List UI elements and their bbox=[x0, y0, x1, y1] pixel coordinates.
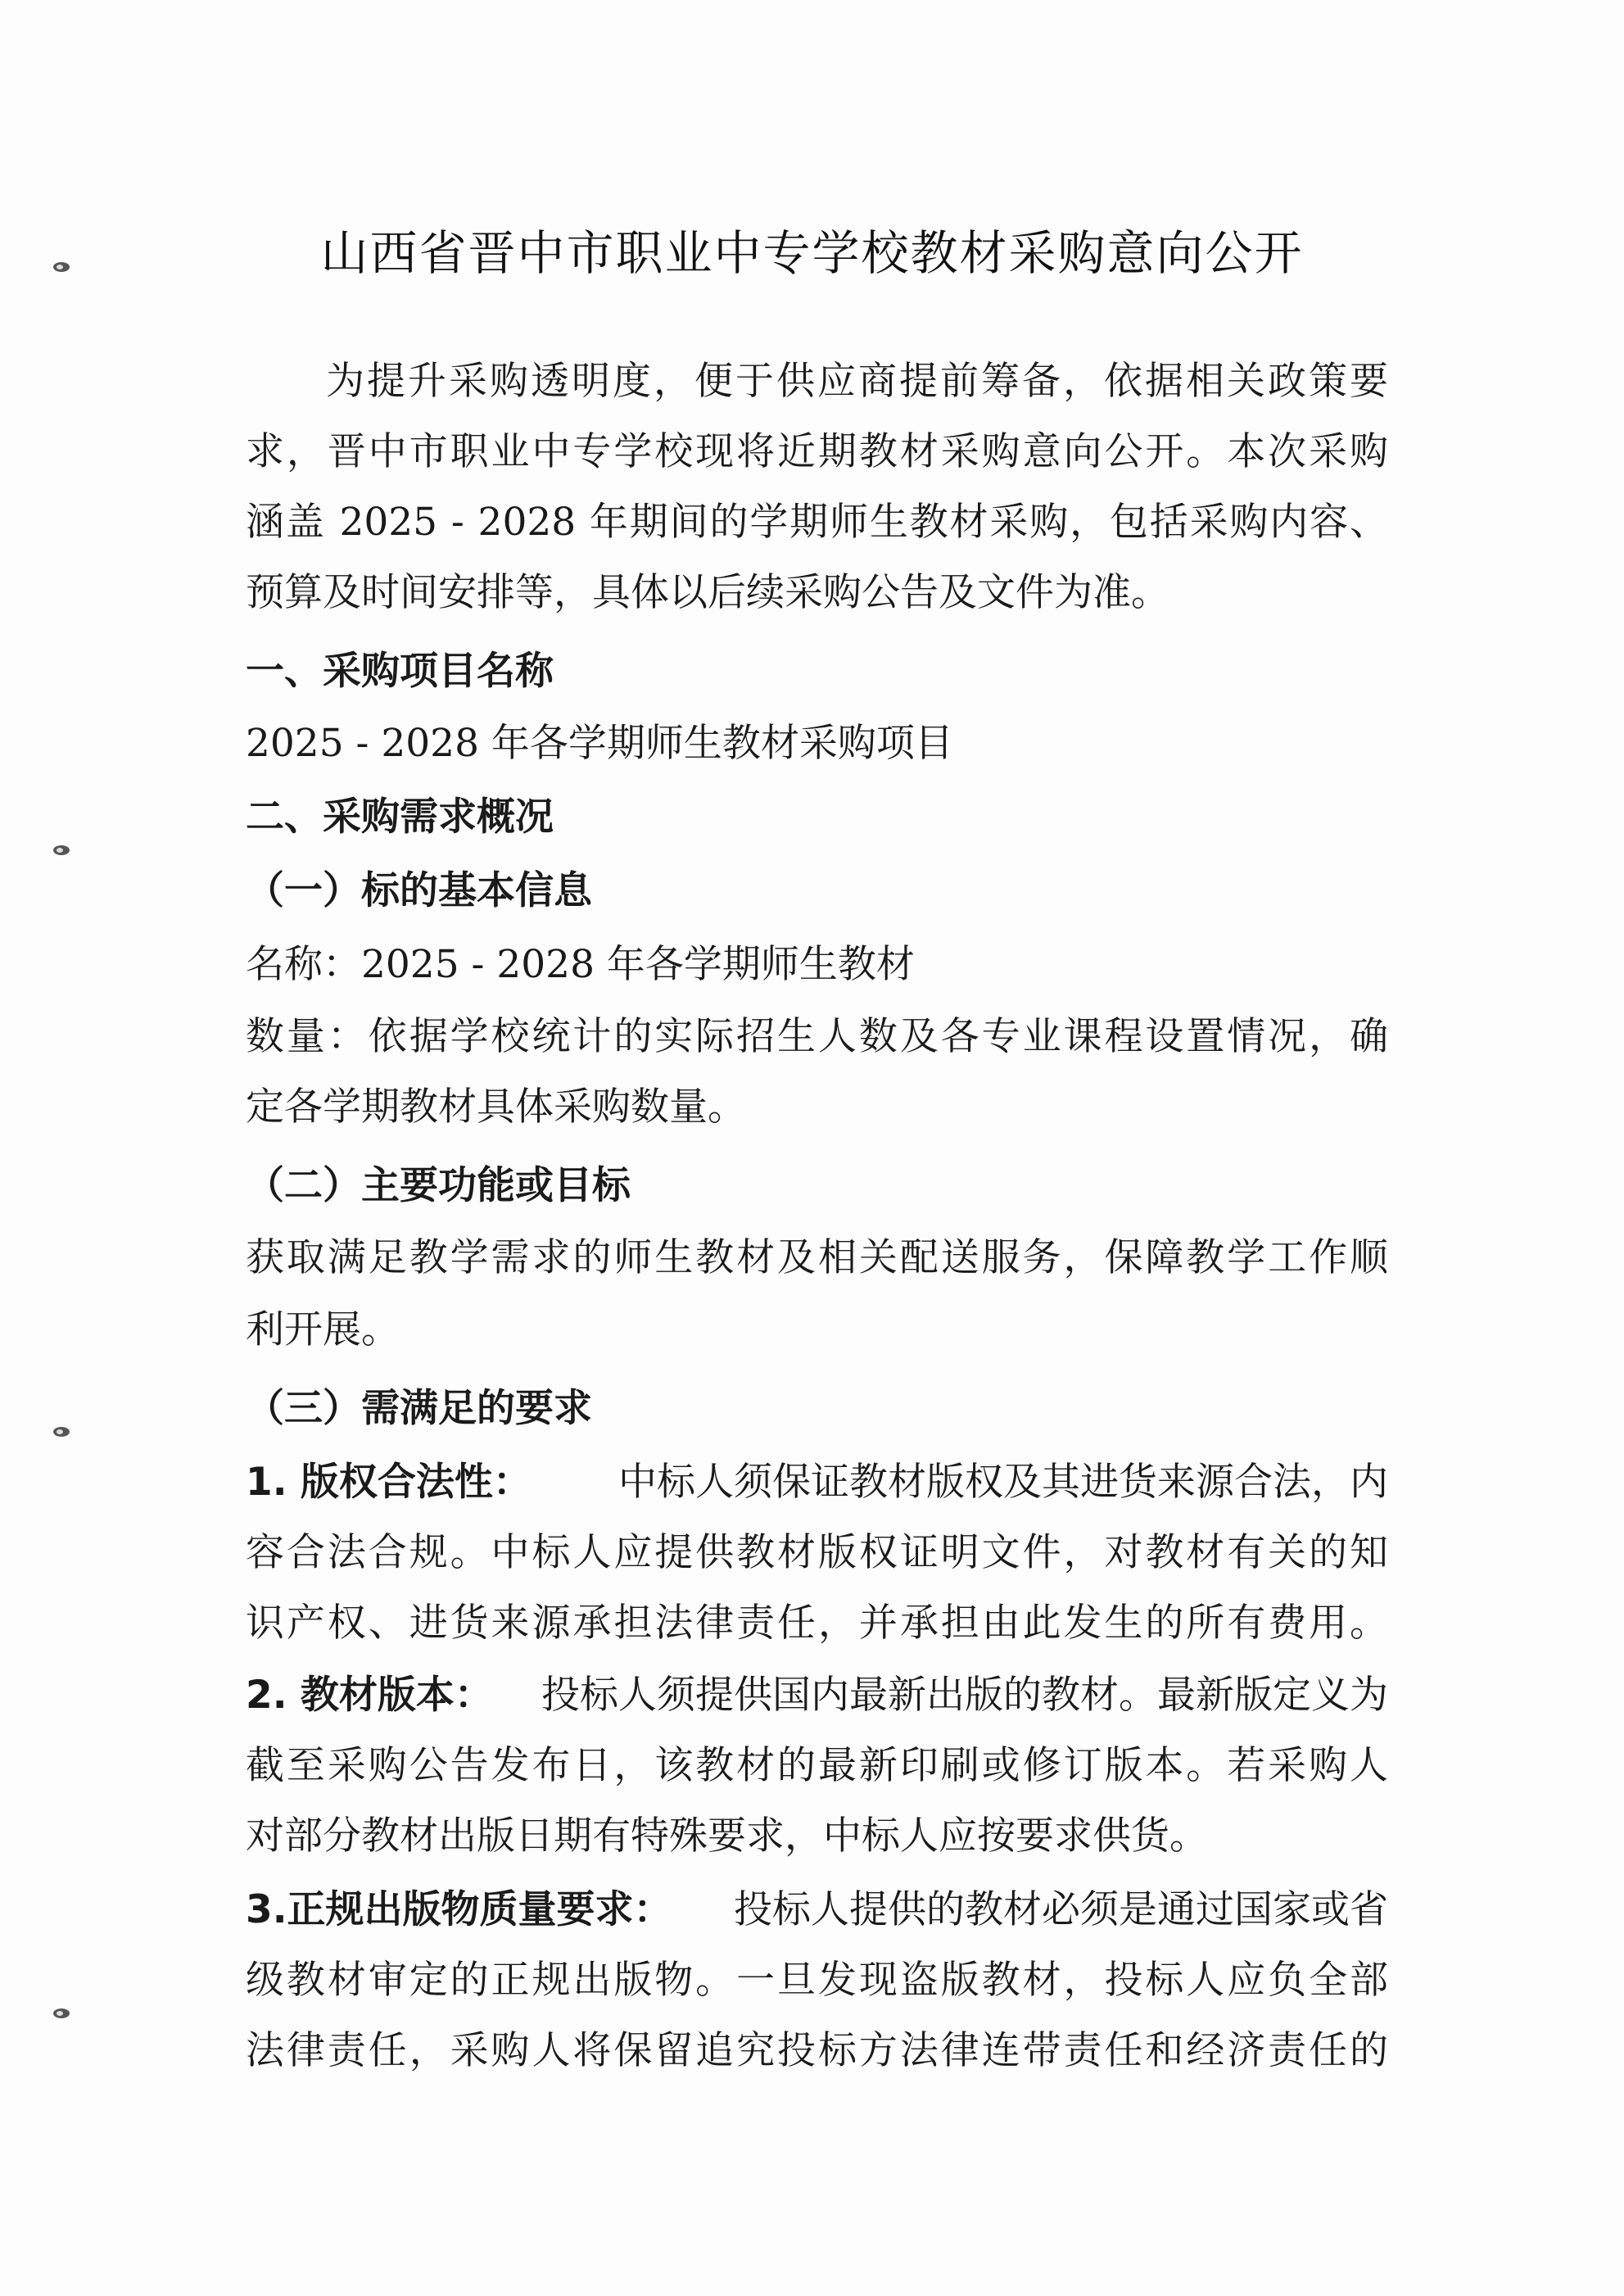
intro-line: 求，晋中市职业中专学校现将近期教材采购意向公开。本次采购 bbox=[246, 429, 1388, 474]
subsection-heading-requirements: （三）需满足的要求 bbox=[246, 1386, 592, 1431]
main-function-line: 利开展。 bbox=[246, 1307, 400, 1352]
basic-info-name-line: 名称：2025 - 2028 年各学期师生教材 bbox=[246, 942, 915, 987]
requirement-item-3-text: 投标人提供的教材必须是通过国家或省 bbox=[734, 1887, 1388, 1932]
binding-hole-mark bbox=[52, 260, 74, 274]
intro-line: 涵盖 2025 - 2028 年期间的学期师生教材采购，包括采购内容、 bbox=[246, 500, 1388, 545]
intro-line: 预算及时间安排等，具体以后续采购公告及文件为准。 bbox=[246, 570, 1169, 615]
intro-line: 为提升采购透明度，便于供应商提前筹备，依据相关政策要 bbox=[326, 359, 1388, 404]
requirement-item-1-line: 容合法合规。中标人应提供教材版权证明文件，对教材有关的知 bbox=[246, 1530, 1388, 1575]
requirement-item-1-text: 中标人须保证教材版权及其进货来源合法，内 bbox=[618, 1460, 1388, 1505]
binding-hole-mark bbox=[52, 844, 74, 857]
requirement-item-3-first-line bbox=[246, 1886, 1388, 1935]
requirement-item-3-label: 3.正规出版物质量要求： bbox=[246, 1887, 672, 1932]
section-heading-requirements-overview: 二、采购需求概况 bbox=[246, 795, 554, 840]
requirement-item-2-line: 截至采购公告发布日，该教材的最新印刷或修订版本。若采购人 bbox=[246, 1743, 1388, 1788]
binding-hole-mark bbox=[52, 1425, 74, 1438]
subsection-heading-main-function: （二）主要功能或目标 bbox=[246, 1163, 631, 1208]
subsection-heading-basic-info: （一）标的基本信息 bbox=[246, 868, 592, 913]
requirement-item-3-line: 级教材审定的正规出版物。一旦发现盗版教材，投标人应负全部 bbox=[246, 1958, 1388, 2003]
requirement-item-1-label: 1. 版权合法性： bbox=[246, 1460, 532, 1505]
requirement-item-1-first-line bbox=[246, 1458, 1388, 1507]
basic-info-quantity-line: 定各学期教材具体采购数量。 bbox=[246, 1085, 746, 1130]
project-name-text: 2025 - 2028 年各学期师生教材采购项目 bbox=[246, 721, 953, 766]
binding-hole-mark bbox=[52, 2007, 74, 2020]
main-function-line: 获取满足教学需求的师生教材及相关配送服务，保障教学工作顺 bbox=[246, 1235, 1388, 1280]
requirement-item-2-line: 对部分教材出版日期有特殊要求，中标人应按要求供货。 bbox=[246, 1814, 1208, 1859]
requirement-item-1-line: 识产权、进货来源承担法律责任，并承担由此发生的所有费用。 bbox=[246, 1601, 1388, 1646]
section-heading-project-name: 一、采购项目名称 bbox=[246, 649, 554, 694]
requirement-item-2-text: 投标人须提供国内最新出版的教材。最新版定义为 bbox=[541, 1673, 1388, 1718]
basic-info-quantity-line: 数量：依据学校统计的实际招生人数及各专业课程设置情况，确 bbox=[246, 1014, 1388, 1059]
requirement-item-2-label: 2. 教材版本： bbox=[246, 1673, 493, 1718]
requirement-item-3-line: 法律责任，采购人将保留追究投标方法律连带责任和经济责任的 bbox=[246, 2028, 1388, 2073]
requirement-item-2-first-line bbox=[246, 1671, 1388, 1720]
document-title: 山西省晋中市职业中专学校教材采购意向公开 bbox=[320, 225, 1304, 281]
